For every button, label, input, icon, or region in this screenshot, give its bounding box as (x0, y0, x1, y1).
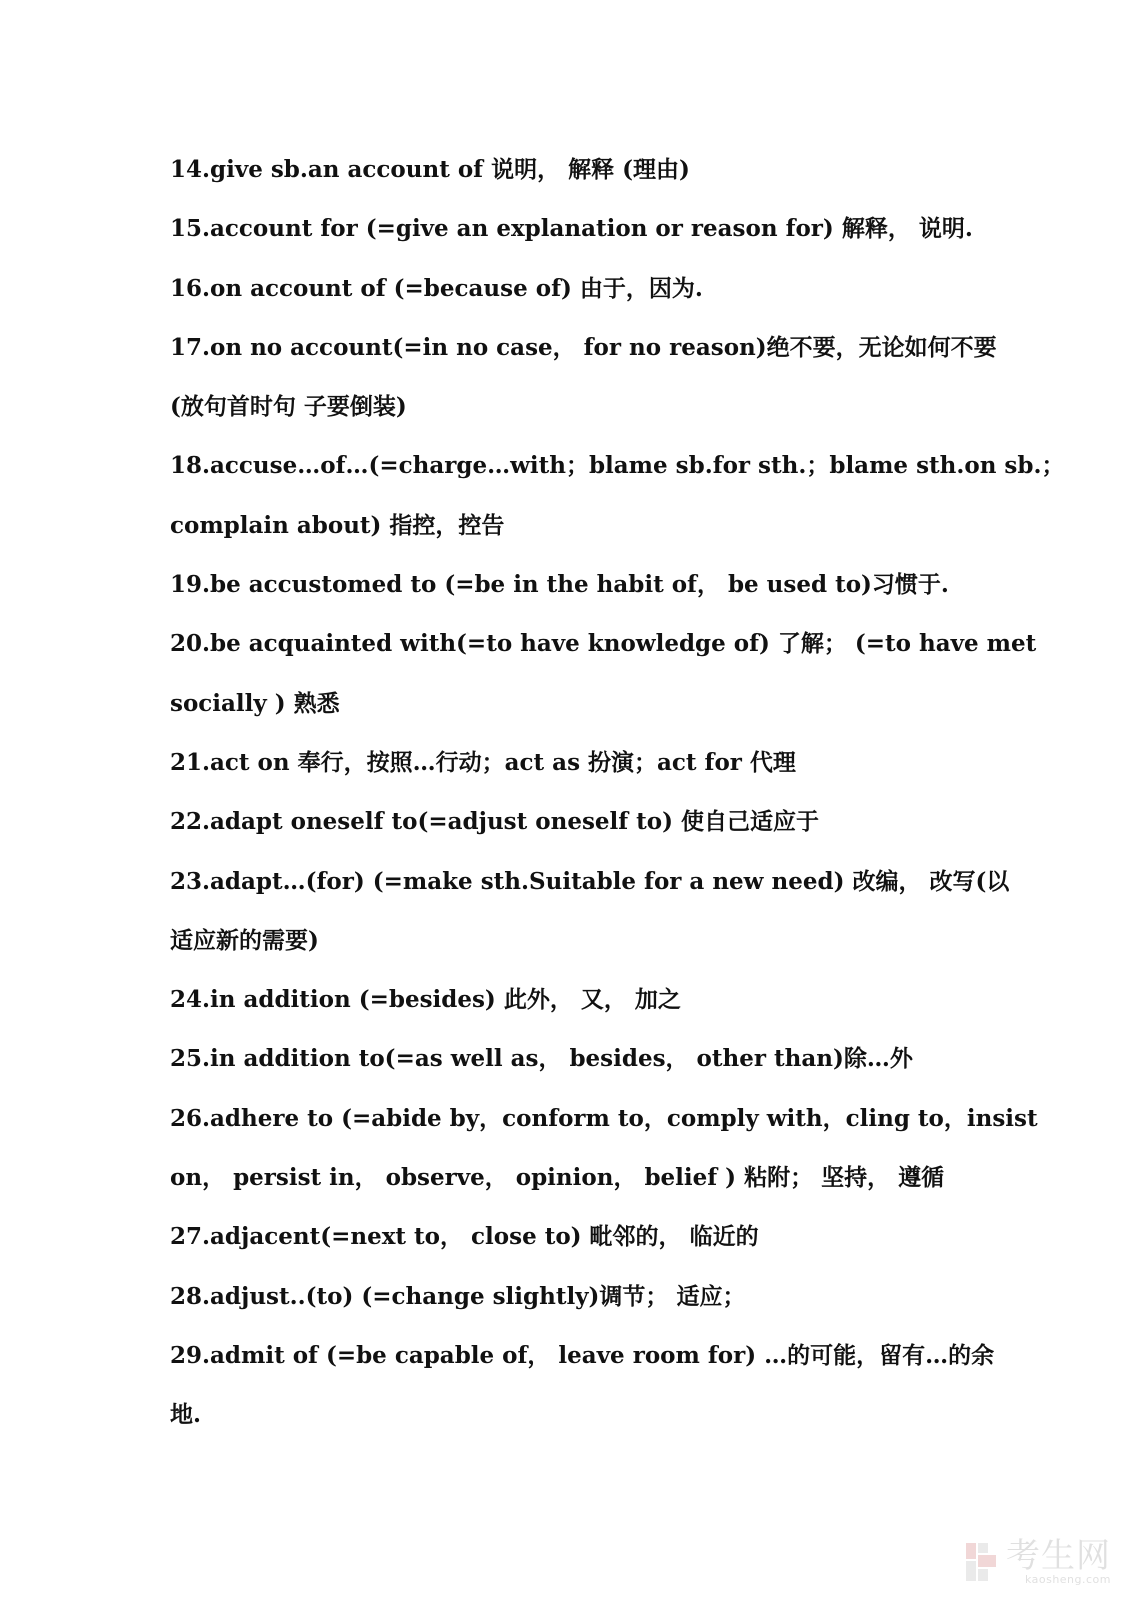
text-line: 21.act on 奉行，按照…行动；act as 扮演；act for 代理 (170, 748, 796, 776)
kaosheng-logo-icon (964, 1541, 998, 1583)
text-line: complain about) 指控，控告 (170, 511, 505, 539)
text-line: 20.be acquainted with(=to have knowledge of) 了解； (=to have met (170, 630, 1037, 658)
text-line: 15.account for (=give an explanation or reason for) 解释， 说明. (170, 215, 973, 243)
text-line: 23.adapt…(for) (=make sth.Suitable for a new need) 改编， 改写(以 (170, 867, 1010, 895)
watermark (964, 1538, 1111, 1586)
text-line: 地. (170, 1401, 202, 1429)
text-line: on， persist in， observe， opinion， belief ) 粘附； 坚持， 遵循 (170, 1164, 945, 1192)
watermark-domain: kaosheng.com (1024, 1573, 1111, 1586)
text-line: 适应新的需要) (170, 926, 319, 954)
text-line: 24.in addition (=besides) 此外， 又， 加之 (170, 986, 681, 1014)
text-line: 17.on no account(=in no case， for no reason)绝不要，无论如何不要 (170, 333, 997, 361)
text-line: 14.give sb.an account of 说明， 解释 (理由) (170, 156, 690, 183)
text-line: 28.adjust..(to) (=change slightly)调节； 适应； (170, 1282, 746, 1310)
text-line: (放句首时句 子要倒装) (170, 393, 407, 421)
text-line: 25.in addition to(=as well as， besides， other than)除…外 (170, 1045, 913, 1073)
watermark-name: 考生网 (1006, 1536, 1111, 1576)
text-line: 18.accuse…of…(=charge…with；blame sb.for sth.；blame sth.on sb.； (170, 452, 1065, 480)
text-line: socially ) 熟悉 (170, 689, 340, 717)
phrase-list (170, 140, 1065, 1445)
text-line: 19.be accustomed to (=be in the habit of， be used to)习惯于. (170, 571, 949, 599)
text-line: 16.on account of (=because of) 由于，因为. (170, 274, 703, 302)
watermark-text (1006, 1538, 1111, 1586)
text-line: 22.adapt oneself to(=adjust oneself to) 使自己适应于 (170, 808, 820, 836)
text-line: 29.admit of (=be capable of， leave room for) …的可能，留有…的余 (170, 1341, 995, 1369)
text-line: 27.adjacent(=next to， close to) 毗邻的， 临近的 (170, 1223, 759, 1251)
text-line: 26.adhere to (=abide by，conform to，comply with，cling to，insist (170, 1104, 1038, 1132)
